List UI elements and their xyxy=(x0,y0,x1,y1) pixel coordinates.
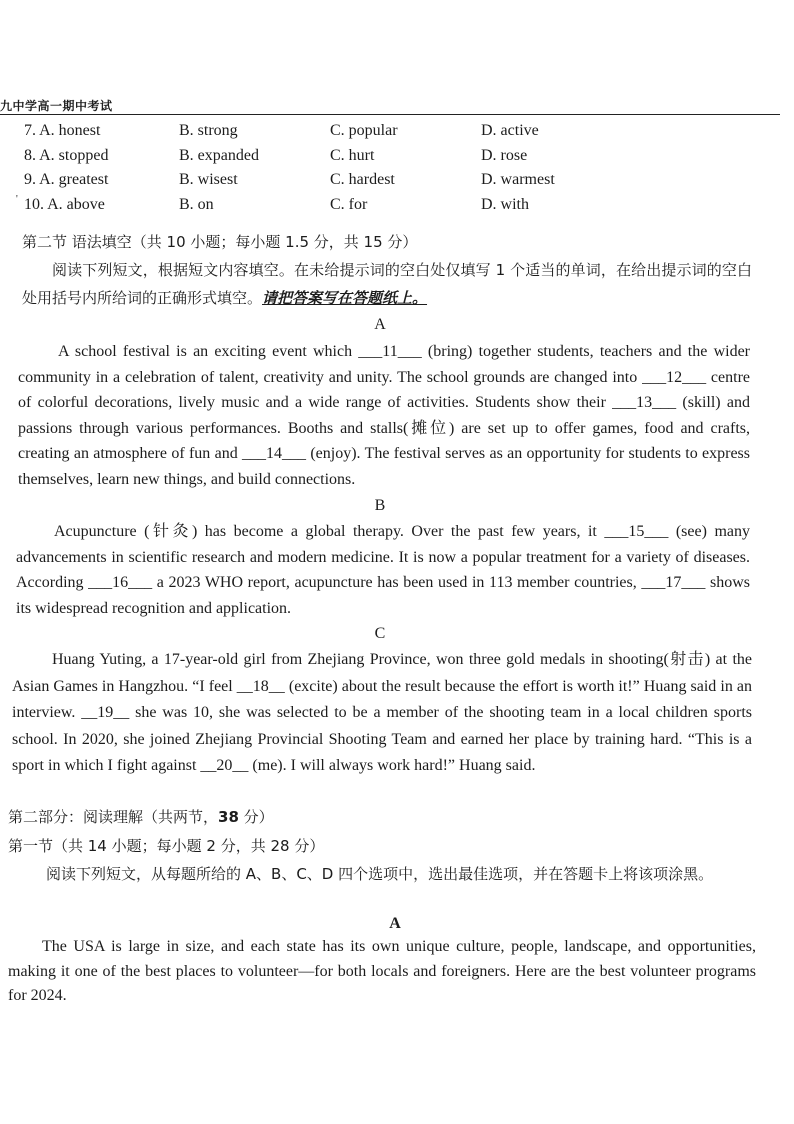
grammar-instruction xyxy=(22,256,752,312)
option-c: C. for xyxy=(330,195,368,213)
passage-c-text: Huang Yuting, a 17-year-old girl from Zhejiang Province, won three gold medals in shooting(射击) at the Asian Games in Hangzhou. “I feel __18__ (excite) about the result because the effort is worth it!” Huang said in an interview. __19__ she was 10, she was selected to be a member of the shooting team in a local children sports school. In 2020, she joined Zhejiang Provincial Shooting Team and earned her place by training hard. “This is a sport in which I fight against __20__ (me). I will always work hard!” Huang said. xyxy=(12,651,752,774)
instruction-emphasis: 请把答案写在答题纸上。 xyxy=(262,289,428,307)
passage-b-text: Acupuncture (针灸) has become a global therapy. Over the past few years, it ___15___ (see) many advancements in scientific research and modern medicine. It is now a popular treatment for a variety of diseases. According ___16___ a 2023 WHO report, acupuncture has been used in 113 member countries, ___17___ shows its widespread recognition and application. xyxy=(16,523,750,617)
reading-instruction: 阅读下列短文，从每题所给的 A、B、C、D 四个选项中，选出最佳选项，并在答题卡上将该项涂黑。 xyxy=(46,865,714,883)
option-b: B. wisest xyxy=(179,171,238,188)
passage-label: B xyxy=(374,497,386,514)
instruction-text: 阅读下列短文，根据短文内容填空。在未给提示词的空白处仅填写 1 个适当的单词，在给出提示词的空白处用括号内所给词的正确形式填空。 xyxy=(22,261,752,307)
option-d: D. rose xyxy=(481,146,528,164)
option-row xyxy=(24,168,724,193)
option-a: 8. A. stopped xyxy=(24,146,109,164)
option-c: C. popular xyxy=(330,122,398,139)
option-d: D. with xyxy=(481,195,529,213)
part2-title-prefix: 第二部分：阅读理解（共两节， xyxy=(8,808,219,826)
option-a: 7. A. honest xyxy=(24,122,101,139)
reading-a-text: The USA is large in size, and each state has its own unique culture, people, landscape, and opportunities, making it one of the best places to volunteer—for both locals and foreigners. Here are the best volunteer programs for 2024. xyxy=(8,938,756,1004)
reading-passage-label: A xyxy=(389,915,401,932)
option-a: 10. A. above xyxy=(24,195,105,213)
section-title-grammar: 第二节 语法填空（共 10 小题；每小题 1.5 分，共 15 分） xyxy=(22,233,418,251)
passage-label: C xyxy=(374,625,386,642)
part2-title-suffix: 分） xyxy=(238,808,274,826)
part2-title xyxy=(8,804,748,830)
option-a: 9. A. greatest xyxy=(24,171,109,188)
option-d: D. warmest xyxy=(481,171,555,188)
part2-section1-title: 第一节（共 14 小题；每小题 2 分，共 28 分） xyxy=(8,837,325,855)
option-row xyxy=(24,144,724,169)
option-d: D. active xyxy=(481,122,539,139)
passage-label: A xyxy=(374,316,386,333)
header-rule xyxy=(0,114,780,115)
page-header: 九中学高一期中考试 xyxy=(0,99,113,113)
scan-mark: ' xyxy=(16,194,18,205)
option-row xyxy=(24,193,724,218)
part2-score: 38 xyxy=(218,808,239,826)
options-table xyxy=(24,119,724,217)
option-c: C. hardest xyxy=(330,171,395,188)
option-b: B. on xyxy=(179,195,214,213)
option-b: B. expanded xyxy=(179,146,259,164)
passage-a-text: A school festival is an exciting event which ___11___ (bring) together students, teachers and the wider community in a celebration of talent, creativity and unity. The school grounds are changed into ___12___ centre of colorful decorations, lively music and a wide range of activities. Students show their ___13___ (skill) and passions through various performances. Booths and stalls(摊位) are set up to offer games, food and crafts, creating an atmosphere of fun and ___14___ (enjoy). The festival serves as an opportunity for students to express themselves, learn new things, and build connections. xyxy=(18,343,750,488)
option-b: B. strong xyxy=(179,122,238,139)
option-row xyxy=(24,119,724,144)
option-c: C. hurt xyxy=(330,146,375,164)
